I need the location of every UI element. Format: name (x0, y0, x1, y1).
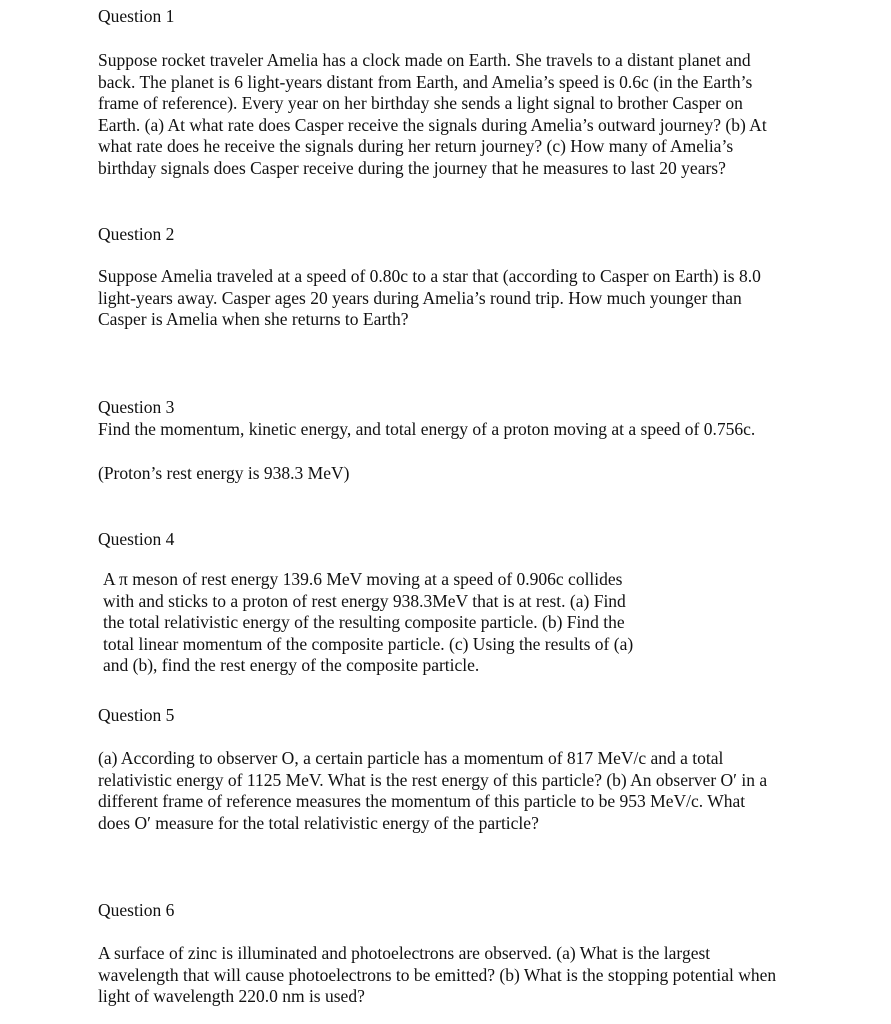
question-4-line: total linear momentum of the composite particle. (c) Using the results of (a) (103, 633, 634, 654)
question-3-line: Find the momentum, kinetic energy, and total energy of a proton moving at a speed of 0.756c. (98, 419, 756, 439)
question-4-line: and (b), find the rest energy of the composite particle. (103, 655, 480, 675)
question-6-line: A surface of zinc is illuminated and photoelectrons are observed. (a) What is the largest (98, 943, 711, 963)
question-1-line: Earth. (a) At what rate does Casper receive the signals during Amelia’s outward journey? (b) At (98, 114, 767, 135)
question-4-line: with and sticks to a proton of rest energy 938.3MeV that is at rest. (a) Find (103, 590, 626, 611)
question-1-line: what rate does he receive the signals during her return journey? (c) How many of Amelia’s (98, 136, 734, 156)
question-2-line: Suppose Amelia traveled at a speed of 0.80c to a star that (according to Casper on Earth) is 8.0 (98, 266, 761, 286)
question-2-line: Casper is Amelia when she returns to Earth? (98, 309, 409, 329)
question-3-note: (Proton’s rest energy is 938.3 MeV) (98, 463, 350, 483)
question-5-line: relativistic energy of 1125 MeV. What is the rest energy of this particle? (b) An observer O′ in a (98, 769, 768, 790)
question-3-title: Question 3 (98, 397, 175, 417)
question-1-line: back. The planet is 6 light-years distant from Earth, and Amelia’s speed is 0.6c (in the Earth’s (98, 71, 753, 92)
question-4-line: A π meson of rest energy 139.6 MeV moving at a speed of 0.906c collides (103, 569, 623, 589)
question-4-title: Question 4 (98, 529, 175, 549)
question-2-body (98, 266, 858, 331)
question-2-line: light-years away. Casper ages 20 years during Amelia’s round trip. How much younger than (98, 287, 742, 308)
question-5-line: (a) According to observer O, a certain particle has a momentum of 817 MeV/c and a total (98, 748, 724, 768)
question-6-title: Question 6 (98, 900, 175, 920)
question-1-body (98, 50, 858, 179)
question-1-line: Suppose rocket traveler Amelia has a clock made on Earth. She travels to a distant planet and (98, 50, 751, 70)
question-1-line: frame of reference). Every year on her birthday she sends a light signal to brother Casper on (98, 93, 743, 113)
question-6-line: wavelength that will cause photoelectrons to be emitted? (b) What is the stopping potential when (98, 964, 777, 985)
question-5-title: Question 5 (98, 705, 175, 725)
question-4-body (103, 569, 863, 677)
question-5-body (98, 748, 858, 834)
question-6-line: light of wavelength 220.0 nm is used? (98, 986, 365, 1006)
question-2-title: Question 2 (98, 224, 175, 244)
question-1-line: birthday signals does Casper receive during the journey that he measures to last 20 years? (98, 157, 726, 178)
question-4-line: the total relativistic energy of the resulting composite particle. (b) Find the (103, 612, 625, 632)
question-6-body (98, 943, 858, 1008)
question-5-line: does O′ measure for the total relativistic energy of the particle? (98, 812, 539, 833)
question-5-line: different frame of reference measures the momentum of this particle to be 953 MeV/c. What (98, 791, 746, 811)
question-3-body (98, 419, 858, 441)
question-1-title: Question 1 (98, 6, 175, 26)
